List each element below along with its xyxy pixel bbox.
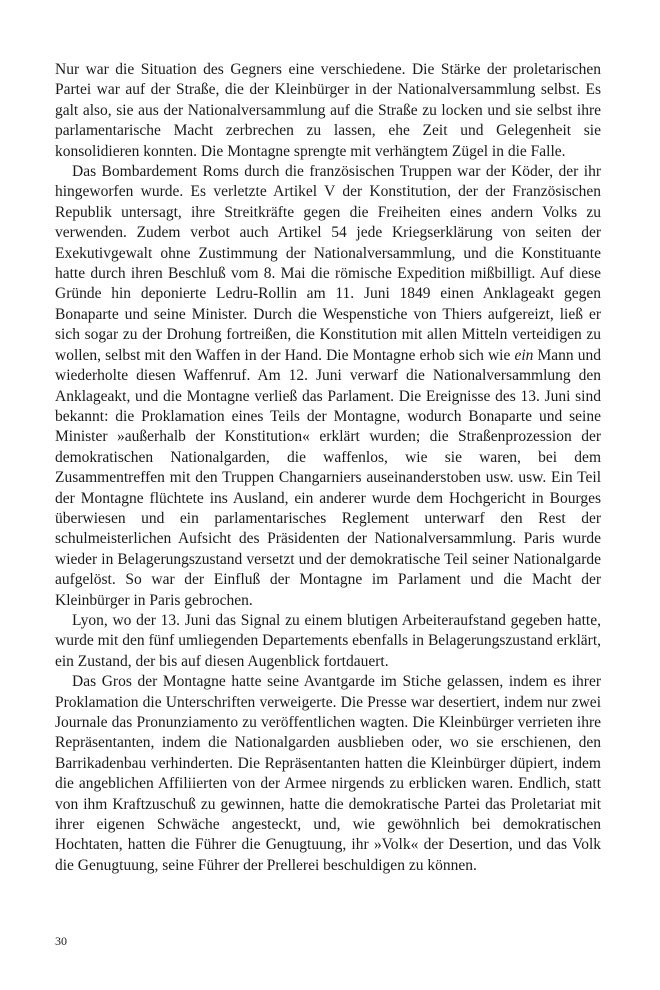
paragraph-1: Nur war die Situation des Gegners eine verschiedene. Die Stärke der proletarischen Partei war auf der Straße, die der Kleinbürger in der Nationalversammlung selbst. Es galt also, sie aus der Nationalversammlung auf die Straße zu locken und sie selbst ihre parlamentarische Macht zerbrechen zu lassen, ehe Zeit und Gelegenheit sie konsolidieren konnten. Die Montagne sprengte mit verhängtem Zügel in die Falle. [55, 61, 601, 160]
page-body [55, 60, 601, 876]
paragraph-4: Das Gros der Montagne hatte seine Avantgarde im Stiche gelassen, indem es ihrer Proklamation die Unterschriften verweigerte. Die Presse war desertiert, indem nur zwei Journale das Pronunziamento zu veröffentlichen wagten. Die Kleinbürger verrieten ihre Repräsentanten, indem die Nationalgarden ausblieben oder, wo sie erschienen, den Barrikadenbau verhinderten. Die Repräsentanten hatten die Kleinbürger düpiert, indem die angeblichen Affiliierten von der Armee nirgends zu erblicken waren. Endlich, statt von ihm Kraftzuschuß zu gewinnen, hatte die demokratische Partei das Proletariat mit ihrer eigenen Schwäche angesteckt, und, wie gewöhnlich bei demokratischen Hochtaten, hatten die Führer die Genugtuung, ihr »Volk« der Desertion, und das Volk die Genugtuung, seine Führer der Prellerei beschuldigen zu können. [55, 673, 601, 874]
paragraph-2 [55, 162, 601, 611]
paragraph-3: Lyon, wo der 13. Juni das Signal zu einem blutigen Arbeiteraufstand gegeben hatte, wurde mit den fünf umliegenden Departements ebenfalls in Belagerungszustand erklärt, ein Zustand, der bis auf diesen Augenblick fortdauert. [55, 611, 601, 670]
emphasis-ein: ein [514, 346, 534, 364]
paragraph-2-part-2: Mann und wiederholte diesen Waffenruf. Am 12. Juni verwarf die Nationalversammlung den Anklageakt, und die Montagne verließ das Parlament. Die Ereignisse des 13. Juni sind bekannt: die Proklamation eines Teils der Montagne, wodurch Bonaparte und seine Minister »außerhalb der Konstitution« erklärt wurden; die Straßenprozession der demokratischen Nationalgarden, die waffenlos, wie sie waren, bei dem Zusammentreffen mit den Truppen Changarniers auseinanderstoben usw. usw. Ein Teil der Montagne flüchtete ins Ausland, ein anderer wurde dem Hochgericht in Bourges überwiesen und ein parlamentarisches Reglement unterwarf den Rest der schulmeisterlichen Aufsicht des Präsidenten der Nationalversammlung. Paris wurde wieder in Belagerungszustand versetzt und der demokratische Teil seiner Nationalgarde aufgelöst. So war der Einfluß der Montagne im Parlament und die Macht der Kleinbürger in Paris gebrochen. [55, 346, 601, 609]
paragraph-2-part-1: Das Bombardement Roms durch die französischen Truppen war der Köder, der ihr hingeworfen wurde. Es verletzte Artikel V der Konstitution, der der Französischen Republik untersagt, ihre Streitkräfte gegen die Freiheiten eines andern Volks zu verwenden. Zudem verbot auch Artikel 54 jede Kriegserklärung von seiten der Exekutivgewalt ohne Zustimmung der Nationalversammlung, und die Konstituante hatte durch ihren Beschluß vom 8. Mai die römische Expedition mißbilligt. Auf diese Gründe hin deponierte Ledru-Rollin am 11. Juni 1849 einen Anklageakt gegen Bonaparte und seine Minister. Durch die Wespenstiche von Thiers aufgereizt, ließ er sich sogar zu der Drohung fortreißen, die Konstitution mit allen Mitteln verteidigen zu wollen, selbst mit den Waffen in der Hand. Die Montagne erhob sich wie [55, 163, 601, 364]
page-number: 30 [55, 934, 67, 948]
